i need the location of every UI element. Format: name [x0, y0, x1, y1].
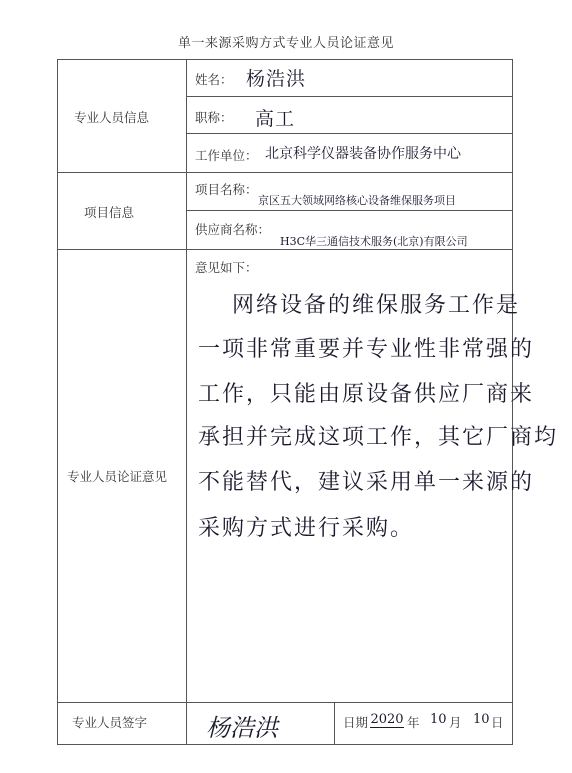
date-label: 日期: [343, 715, 369, 730]
project-name-label: 项目名称：: [195, 182, 258, 197]
opinion-header: 意见如下：: [195, 260, 258, 275]
opinion-line: 工作，只能由原设备供应厂商来: [198, 382, 535, 407]
opinion-line: 网络设备的维保服务工作是: [232, 293, 521, 318]
opinion-line: 承担并完成这项工作，其它厂商均: [198, 425, 559, 450]
date-month-unit: 月: [449, 715, 462, 730]
row-divider: [187, 210, 513, 211]
date-year: 2020: [370, 712, 404, 727]
date-year-unit: 年: [407, 715, 420, 730]
supplier-value: H3C华三通信技术服务(北京)有限公司: [280, 235, 468, 248]
name-label: 姓名：: [195, 72, 233, 87]
row-divider: [57, 702, 513, 703]
row-divider: [57, 249, 513, 250]
opinion-line: 采购方式进行采购。: [198, 516, 415, 541]
signature-label: 专业人员签字: [72, 715, 148, 730]
supplier-label: 供应商名称：: [195, 222, 271, 237]
signature-handwritten: 杨浩洪: [206, 714, 278, 742]
workplace-value: 北京科学仪器装备协作服务中心: [265, 146, 461, 162]
title-label: 职称：: [195, 110, 233, 125]
document-title: 单一来源采购方式专业人员论证意见: [177, 36, 394, 51]
name-value: 杨浩洪: [246, 68, 307, 90]
row-divider: [187, 96, 513, 97]
opinion-label: 专业人员论证意见: [67, 469, 168, 484]
project-info-label: 项目信息: [84, 205, 135, 220]
date-month: 10: [430, 712, 447, 727]
personnel-info-label: 专业人员信息: [74, 110, 150, 125]
project-name-value: 京区五大领域网络核心设备维保服务项目: [258, 194, 456, 207]
opinion-line: 不能替代，建议采用单一来源的: [198, 470, 535, 495]
date-day-unit: 日: [491, 715, 504, 730]
row-divider: [57, 172, 513, 173]
workplace-label: 工作单位：: [195, 148, 258, 163]
column-divider: [334, 702, 335, 745]
column-divider: [186, 59, 187, 745]
row-divider: [187, 133, 513, 134]
title-value: 高工: [255, 108, 296, 130]
opinion-line: 一项非常重要并专业性非常强的: [198, 337, 535, 362]
date-day: 10: [473, 712, 490, 727]
